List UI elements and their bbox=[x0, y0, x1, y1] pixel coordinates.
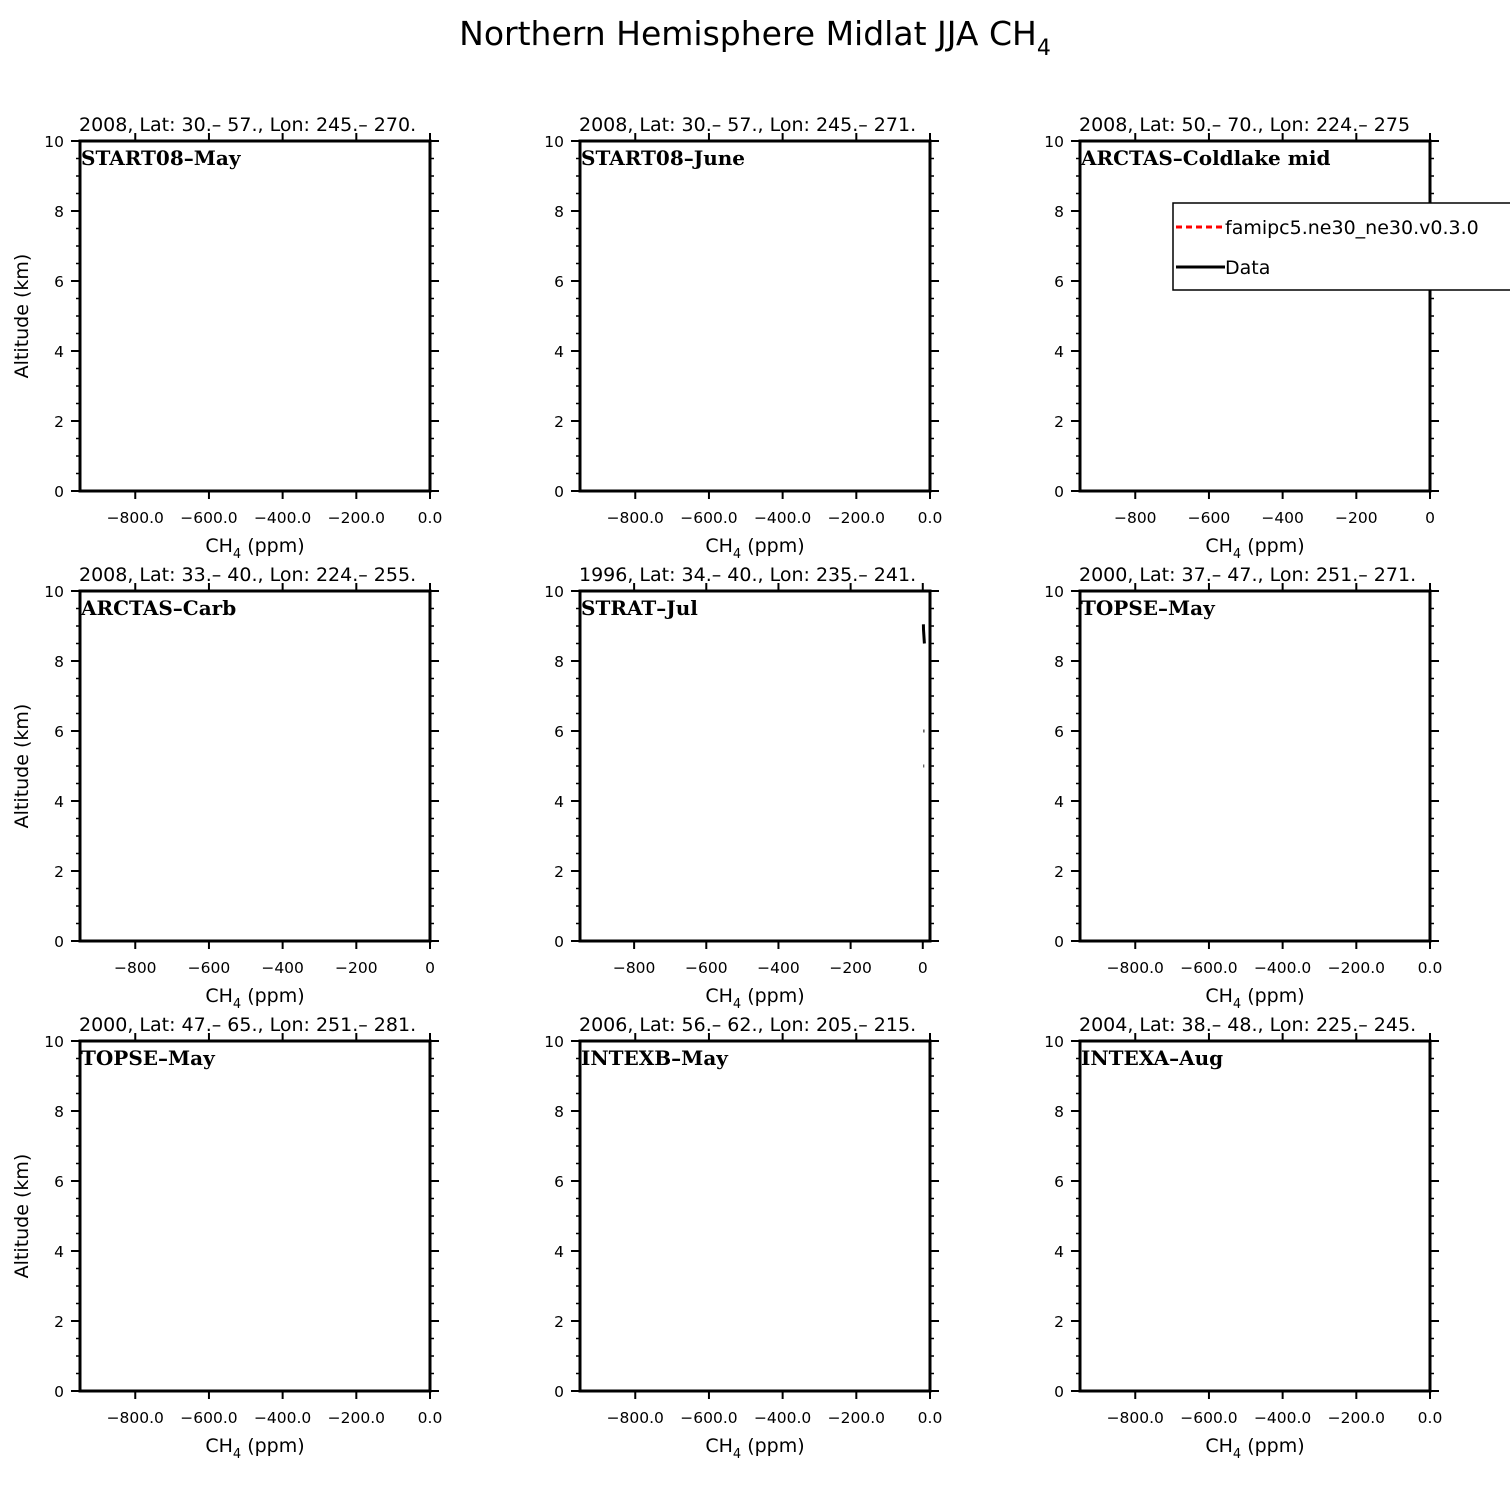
x-axis-label-sub: 4 bbox=[732, 547, 742, 562]
x-axis-label-unit: (ppm) bbox=[741, 985, 805, 1007]
y-tick-label: 6 bbox=[1054, 1173, 1064, 1191]
chart-panel-6 bbox=[1044, 564, 1442, 1012]
plot-frame bbox=[580, 1041, 930, 1391]
panel-header: 2000, Lat: 47.– 65., Lon: 251.– 281. bbox=[79, 1014, 417, 1036]
y-tick-label: 6 bbox=[1054, 273, 1064, 291]
panel-header: 2008, Lat: 33.– 40., Lon: 224.– 255. bbox=[79, 564, 417, 586]
x-tick-label: −400 bbox=[757, 959, 800, 977]
plot-frame bbox=[80, 591, 430, 941]
x-tick-label: −600.0 bbox=[180, 509, 238, 527]
chart-panel-1 bbox=[11, 114, 442, 562]
figure-title: Northern Hemisphere Midlat JJA $CH_4$ bbox=[459, 14, 1051, 61]
campaign-label: TOPSE–May bbox=[1081, 596, 1215, 620]
x-tick-label: −400.0 bbox=[1253, 1409, 1312, 1427]
x-tick-label: −200.0 bbox=[1327, 1409, 1386, 1427]
x-tick-label: −800.0 bbox=[1106, 1409, 1164, 1427]
x-axis-label bbox=[1205, 1435, 1304, 1462]
y-tick-label: 10 bbox=[544, 133, 564, 151]
x-tick-label: −200.0 bbox=[827, 509, 886, 527]
x-tick-label: −400 bbox=[1261, 509, 1304, 527]
x-axis-label bbox=[705, 535, 804, 562]
y-axis-label: Altitude (km) bbox=[11, 253, 33, 379]
panel-header: 2004, Lat: 38.– 48., Lon: 225.– 245. bbox=[1079, 1014, 1417, 1036]
y-tick-label: 8 bbox=[54, 1103, 64, 1121]
x-tick-label: −600.0 bbox=[1180, 959, 1238, 977]
series-line-1 bbox=[923, 624, 924, 643]
legend-label-1: famipc5.ne30_ne30.v0.3.0 bbox=[1225, 217, 1479, 239]
x-tick-label: −800.0 bbox=[106, 509, 164, 527]
x-axis-label bbox=[1205, 985, 1304, 1012]
x-axis-label-main: CH bbox=[1205, 985, 1233, 1007]
campaign-label: ARCTAS–Coldlake mid bbox=[1081, 146, 1331, 170]
x-tick-label: −800 bbox=[113, 959, 157, 977]
x-tick-label: −600 bbox=[187, 959, 231, 977]
chart-panel-5 bbox=[544, 564, 939, 1012]
x-tick-label: −200 bbox=[1335, 509, 1378, 527]
x-tick-label: 0.0 bbox=[417, 509, 443, 527]
y-tick-label: 2 bbox=[554, 863, 564, 881]
panel-header: 2008, Lat: 30.– 57., Lon: 245.– 270. bbox=[79, 114, 417, 136]
x-axis-label-unit: (ppm) bbox=[241, 1435, 305, 1457]
x-axis-label-main: CH bbox=[1205, 1435, 1233, 1457]
y-tick-label: 10 bbox=[44, 1033, 64, 1051]
y-tick-label: 6 bbox=[54, 273, 64, 291]
y-tick-label: 2 bbox=[1054, 1313, 1064, 1331]
x-tick-label: 0.0 bbox=[917, 1409, 943, 1427]
y-tick-label: 2 bbox=[554, 1313, 564, 1331]
x-tick-label: −200 bbox=[829, 959, 872, 977]
y-tick-label: 2 bbox=[554, 413, 564, 431]
y-tick-label: 4 bbox=[554, 343, 564, 361]
x-tick-label: −600.0 bbox=[680, 1409, 738, 1427]
y-tick-label: 0 bbox=[1054, 1383, 1064, 1401]
x-tick-label: −200 bbox=[335, 959, 378, 977]
y-tick-label: 10 bbox=[44, 583, 64, 601]
x-tick-label: 0 bbox=[425, 959, 435, 977]
chart-panel-7 bbox=[11, 1014, 442, 1462]
x-tick-label: −800.0 bbox=[606, 509, 664, 527]
y-tick-label: 4 bbox=[1054, 793, 1064, 811]
x-tick-label: −600.0 bbox=[680, 509, 738, 527]
x-axis-label bbox=[205, 535, 304, 562]
panel-header: 2008, Lat: 30.– 57., Lon: 245.– 271. bbox=[579, 114, 917, 136]
y-tick-label: 8 bbox=[1054, 653, 1064, 671]
x-axis-label-sub: 4 bbox=[1232, 1447, 1242, 1462]
x-axis-label-unit: (ppm) bbox=[241, 985, 305, 1007]
y-tick-label: 0 bbox=[1054, 933, 1064, 951]
y-tick-label: 10 bbox=[1044, 583, 1064, 601]
x-tick-label: 0 bbox=[917, 959, 928, 977]
x-tick-label: −800.0 bbox=[106, 1409, 164, 1427]
y-tick-label: 6 bbox=[54, 1173, 64, 1191]
y-tick-label: 0 bbox=[554, 1383, 564, 1401]
x-axis-label-sub: 4 bbox=[1232, 547, 1242, 562]
y-tick-label: 8 bbox=[54, 653, 64, 671]
x-axis-label-main: CH bbox=[705, 1435, 733, 1457]
y-tick-label: 4 bbox=[54, 343, 64, 361]
legend bbox=[1173, 203, 1510, 290]
x-tick-label: −200.0 bbox=[327, 509, 386, 527]
x-tick-label: −600.0 bbox=[180, 1409, 238, 1427]
campaign-label: START08–June bbox=[581, 146, 746, 170]
x-tick-label: 0 bbox=[1425, 509, 1435, 527]
campaign-label: INTEXA–Aug bbox=[1081, 1046, 1224, 1070]
y-tick-label: 6 bbox=[54, 723, 64, 741]
x-axis-label-sub: 4 bbox=[732, 1447, 742, 1462]
x-tick-label: −400.0 bbox=[253, 1409, 312, 1427]
y-tick-label: 6 bbox=[1054, 723, 1064, 741]
panel-header: 2008, Lat: 50.– 70., Lon: 224.– 275 bbox=[1079, 114, 1411, 136]
plot-frame bbox=[80, 1041, 430, 1391]
x-axis-label-unit: (ppm) bbox=[241, 535, 305, 557]
x-axis-label-main: CH bbox=[705, 535, 733, 557]
campaign-label: ARCTAS–Carb bbox=[81, 596, 237, 620]
y-tick-label: 10 bbox=[544, 583, 564, 601]
x-axis-label-sub: 4 bbox=[232, 547, 242, 562]
y-tick-label: 6 bbox=[554, 723, 564, 741]
x-tick-label: −600 bbox=[1187, 509, 1231, 527]
x-tick-label: −800 bbox=[612, 959, 656, 977]
x-axis-label-unit: (ppm) bbox=[1241, 985, 1305, 1007]
y-axis-label: Altitude (km) bbox=[11, 703, 33, 829]
chart-panel-8 bbox=[544, 1014, 942, 1462]
y-tick-label: 0 bbox=[554, 483, 564, 501]
y-tick-label: 10 bbox=[1044, 1033, 1064, 1051]
panel-header: 2000, Lat: 37.– 47., Lon: 251.– 271. bbox=[1079, 564, 1417, 586]
y-tick-label: 8 bbox=[554, 653, 564, 671]
campaign-label: STRAT–Jul bbox=[581, 596, 698, 620]
x-axis-label bbox=[205, 985, 304, 1012]
x-axis-label-unit: (ppm) bbox=[741, 1435, 805, 1457]
campaign-label: START08–May bbox=[81, 146, 241, 170]
x-tick-label: −800.0 bbox=[1106, 959, 1164, 977]
x-tick-label: −400.0 bbox=[753, 1409, 812, 1427]
y-tick-label: 6 bbox=[554, 273, 564, 291]
x-axis-label-unit: (ppm) bbox=[1241, 1435, 1305, 1457]
x-axis-label-main: CH bbox=[705, 985, 733, 1007]
x-tick-label: −400 bbox=[261, 959, 304, 977]
x-axis-label-sub: 4 bbox=[232, 997, 242, 1012]
x-tick-label: −800 bbox=[1113, 509, 1157, 527]
x-axis-label-main: CH bbox=[1205, 535, 1233, 557]
y-tick-label: 8 bbox=[554, 203, 564, 221]
y-tick-label: 0 bbox=[54, 933, 64, 951]
y-tick-label: 4 bbox=[554, 793, 564, 811]
x-axis-label-main: CH bbox=[205, 1435, 233, 1457]
x-axis-label-sub: 4 bbox=[1232, 997, 1242, 1012]
y-tick-label: 2 bbox=[1054, 413, 1064, 431]
x-axis-label-main: CH bbox=[205, 985, 233, 1007]
panel-grid bbox=[11, 114, 1510, 1462]
x-tick-label: −600.0 bbox=[1180, 1409, 1238, 1427]
y-tick-label: 2 bbox=[54, 863, 64, 881]
chart-panel-9 bbox=[1044, 1014, 1442, 1462]
x-tick-label: 0.0 bbox=[1417, 959, 1443, 977]
y-tick-label: 4 bbox=[1054, 343, 1064, 361]
y-axis-label: Altitude (km) bbox=[11, 1153, 33, 1279]
y-tick-label: 10 bbox=[44, 133, 64, 151]
y-tick-label: 4 bbox=[554, 1243, 564, 1261]
x-tick-label: −200.0 bbox=[327, 1409, 386, 1427]
x-tick-label: −200.0 bbox=[1327, 959, 1386, 977]
campaign-label: TOPSE–May bbox=[81, 1046, 215, 1070]
panel-header: 1996, Lat: 34.– 40., Lon: 235.– 241. bbox=[579, 564, 917, 586]
y-tick-label: 0 bbox=[554, 933, 564, 951]
y-tick-label: 8 bbox=[1054, 1103, 1064, 1121]
y-tick-label: 2 bbox=[54, 1313, 64, 1331]
y-tick-label: 8 bbox=[1054, 203, 1064, 221]
plot-frame bbox=[80, 141, 430, 491]
chart-panel-2 bbox=[544, 114, 942, 562]
y-tick-label: 4 bbox=[54, 793, 64, 811]
y-tick-label: 8 bbox=[54, 203, 64, 221]
panel-header: 2006, Lat: 56.– 62., Lon: 205.– 215. bbox=[579, 1014, 917, 1036]
plot-frame bbox=[1080, 591, 1430, 941]
x-axis-label bbox=[705, 985, 804, 1012]
y-tick-label: 8 bbox=[554, 1103, 564, 1121]
legend-label-2: Data bbox=[1225, 257, 1271, 279]
x-axis-label bbox=[205, 1435, 304, 1462]
x-axis-label-main: CH bbox=[205, 535, 233, 557]
plot-frame bbox=[580, 141, 930, 491]
x-tick-label: −800.0 bbox=[606, 1409, 664, 1427]
chart-panel-4 bbox=[11, 564, 439, 1012]
plot-frame bbox=[1080, 1041, 1430, 1391]
y-tick-label: 4 bbox=[54, 1243, 64, 1261]
y-tick-label: 0 bbox=[54, 483, 64, 501]
y-tick-label: 0 bbox=[1054, 483, 1064, 501]
y-tick-label: 4 bbox=[1054, 1243, 1064, 1261]
x-tick-label: −400.0 bbox=[1253, 959, 1312, 977]
x-axis-label bbox=[705, 1435, 804, 1462]
x-tick-label: 0.0 bbox=[1417, 1409, 1443, 1427]
chart-panel-3 bbox=[1044, 114, 1439, 562]
x-tick-label: 0.0 bbox=[917, 509, 943, 527]
x-axis-label-sub: 4 bbox=[232, 1447, 242, 1462]
y-tick-label: 0 bbox=[54, 1383, 64, 1401]
x-tick-label: −200.0 bbox=[827, 1409, 886, 1427]
x-tick-label: −600 bbox=[684, 959, 728, 977]
x-tick-label: −400.0 bbox=[753, 509, 812, 527]
y-tick-label: 2 bbox=[1054, 863, 1064, 881]
x-tick-label: 0.0 bbox=[417, 1409, 443, 1427]
plot-frame bbox=[580, 591, 930, 941]
plot-frame bbox=[1080, 141, 1430, 491]
x-axis-label bbox=[1205, 535, 1304, 562]
x-axis-label-unit: (ppm) bbox=[741, 535, 805, 557]
x-axis-label-sub: 4 bbox=[732, 997, 742, 1012]
y-tick-label: 6 bbox=[554, 1173, 564, 1191]
y-tick-label: 10 bbox=[544, 1033, 564, 1051]
y-tick-label: 10 bbox=[1044, 133, 1064, 151]
x-axis-label-unit: (ppm) bbox=[1241, 535, 1305, 557]
campaign-label: INTEXB–May bbox=[581, 1046, 728, 1070]
x-tick-label: −400.0 bbox=[253, 509, 312, 527]
y-tick-label: 2 bbox=[54, 413, 64, 431]
